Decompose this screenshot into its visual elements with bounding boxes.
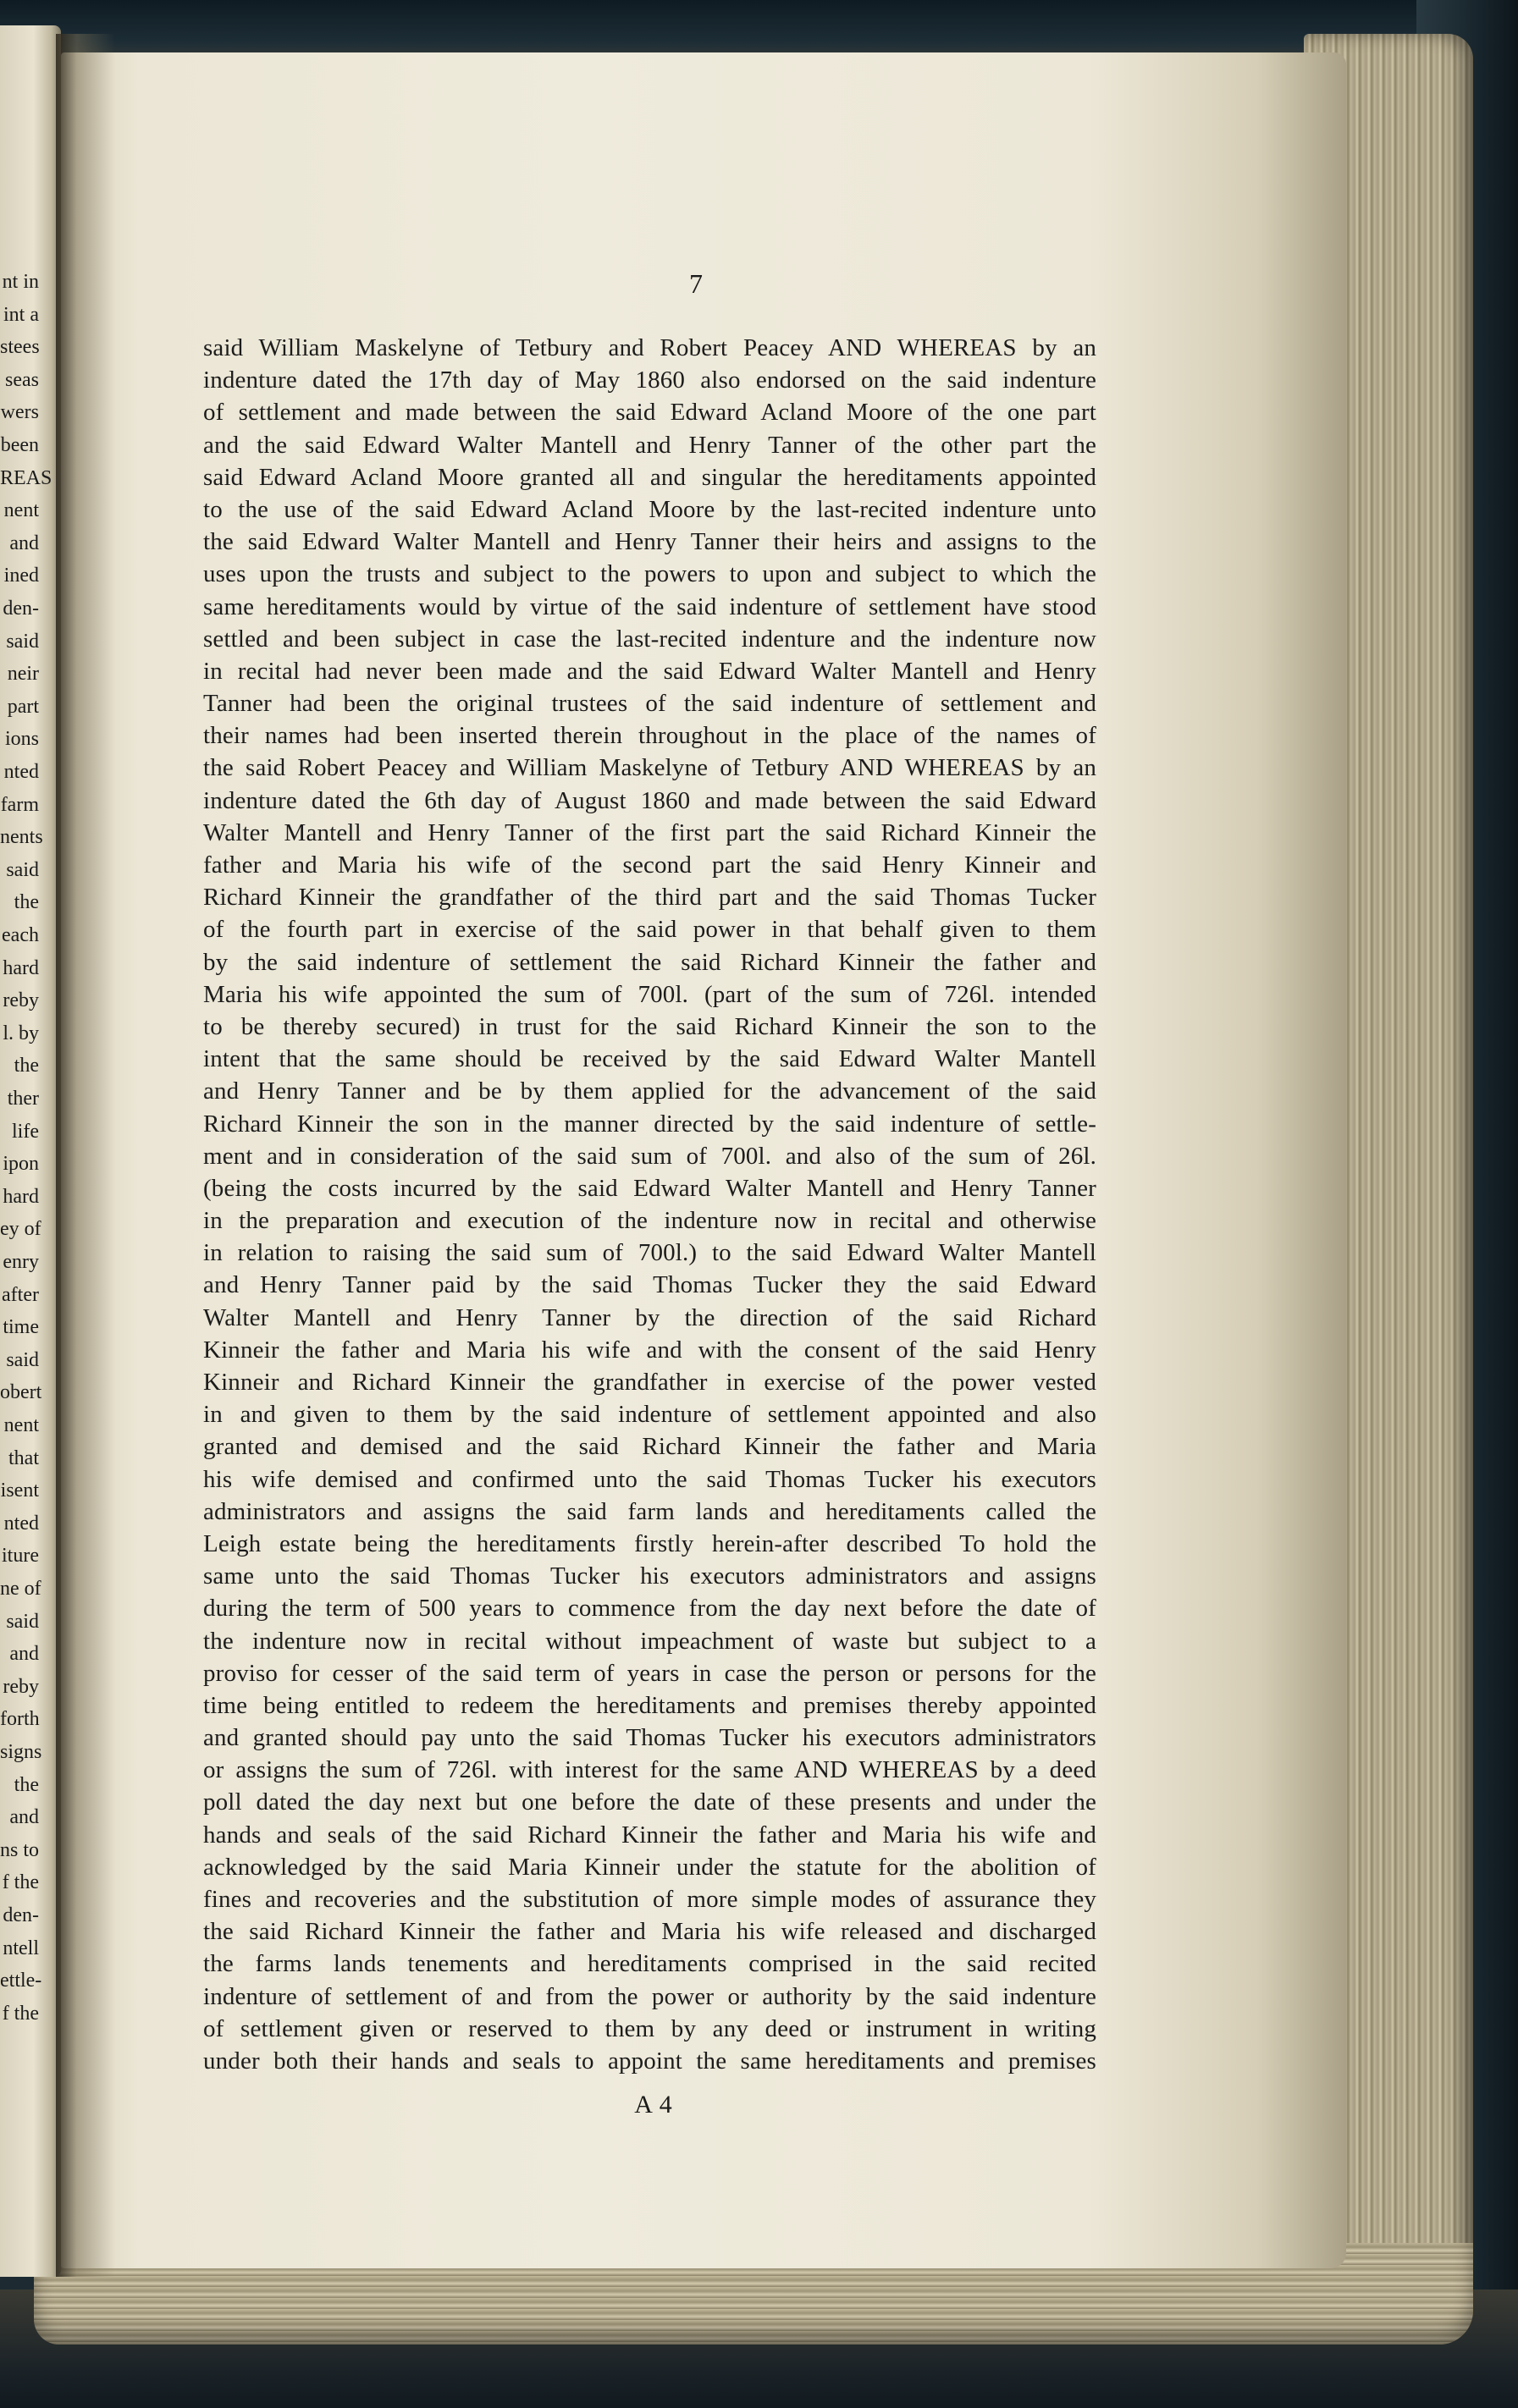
facing-page-text-fragment: said xyxy=(6,1348,39,1371)
text-line: in the preparation and execution of the indenture now in recital and otherwise xyxy=(203,1207,1096,1235)
text-line: Richard Kinneir the grandfather of the third part and the said Thomas Tucker xyxy=(203,884,1096,912)
facing-page-text-fragment: REAS xyxy=(0,466,52,489)
text-line: and Henry Tanner paid by the said Thomas Tucker they the said Edward xyxy=(203,1271,1096,1299)
facing-page-text-fragment: ther xyxy=(7,1088,39,1110)
facing-page-text-fragment: time xyxy=(3,1316,39,1339)
facing-page-text-fragment: the xyxy=(14,891,39,914)
facing-page-text-fragment: l. by xyxy=(3,1022,39,1044)
facing-page-text-fragment: ntell xyxy=(3,1937,39,1959)
text-line: and granted should pay unto the said Thomas Tucker his executors administrators xyxy=(203,1724,1096,1752)
text-line: time being entitled to redeem the hereditaments and premises thereby appointed xyxy=(203,1691,1096,1719)
printer-signature-mark: A 4 xyxy=(634,2091,673,2119)
text-line: poll dated the day next but one before the date of these presents and under the xyxy=(203,1788,1096,1816)
text-line: Walter Mantell and Henry Tanner of the first part the said Richard Kinneir the xyxy=(203,818,1096,846)
facing-page-text-fragment: that xyxy=(8,1446,39,1469)
text-line: indenture dated the 17th day of May 1860 also endorsed on the said indenture xyxy=(203,366,1096,394)
text-line: intent that the same should be received by the said Edward Walter Mantell xyxy=(203,1045,1096,1073)
facing-page-text-fragment: ey of xyxy=(0,1218,41,1241)
facing-page-text-fragment: ne of xyxy=(0,1578,41,1600)
text-line: the said Edward Walter Mantell and Henry Tanner their heirs and assigns to the xyxy=(203,528,1096,556)
facing-page-text-fragment: nent xyxy=(3,1414,39,1436)
facing-page-text-fragment: nted xyxy=(3,761,39,783)
facing-page-text-fragment: den- xyxy=(3,598,39,620)
facing-page-text-fragment: ns to xyxy=(0,1838,40,1861)
text-line: Kinneir the father and Maria his wife and with the consent of the said Henry xyxy=(203,1336,1096,1364)
text-line: of settlement given or reserved to them by any deed or instrument in writing xyxy=(203,2014,1096,2042)
text-line: said Edward Acland Moore granted all and singular the hereditaments appointed xyxy=(203,463,1096,491)
text-line: uses upon the trusts and subject to the powers to upon and subject to which the xyxy=(203,560,1096,588)
facing-page-text-fragment: nted xyxy=(3,1512,39,1535)
facing-page-text-fragment: and xyxy=(9,1806,39,1829)
text-line: the indenture now in recital without impeachment of waste but subject to a xyxy=(203,1627,1096,1655)
text-line: the farms lands tenements and hereditaments comprised in the said recited xyxy=(203,1950,1096,1978)
facing-page-text-fragment: ipon xyxy=(3,1153,39,1176)
facing-page-text-fragment: ined xyxy=(3,565,39,587)
facing-page-text-fragment: seas xyxy=(5,368,39,391)
facing-page-text-fragment: been xyxy=(0,434,39,456)
facing-page-text-fragment: hard xyxy=(3,1185,39,1208)
facing-page-text-fragment: f the xyxy=(2,1871,39,1894)
facing-page-text-fragment: int a xyxy=(3,303,39,326)
gutter-shadow xyxy=(56,34,115,2277)
facing-page-text-fragment: signs xyxy=(0,1741,42,1763)
text-line: settled and been subject in case the last-recited indenture and the indenture now xyxy=(203,625,1096,653)
facing-page-text-fragment: f the xyxy=(2,2002,39,2025)
facing-page-text-fragment: hard xyxy=(3,956,39,979)
book-page xyxy=(61,52,1346,2268)
facing-page-text-fragment: reby xyxy=(3,1675,39,1698)
facing-page xyxy=(0,25,61,2277)
facing-page-text-fragment: nents xyxy=(0,826,43,849)
facing-page-text-fragment: and xyxy=(9,1643,39,1666)
facing-page-text-fragment: said xyxy=(6,858,39,881)
facing-page-text-fragment: farm xyxy=(0,793,39,816)
text-line: Leigh estate being the hereditaments firstly herein-after described To hold the xyxy=(203,1529,1096,1557)
facing-page-text-fragment: wers xyxy=(0,401,39,424)
facing-page-text-fragment: said xyxy=(6,1610,39,1633)
facing-page-text-fragment: each xyxy=(2,924,39,946)
facing-page-text-fragment: enry xyxy=(3,1251,39,1273)
text-line: under both their hands and seals to appoint the same hereditaments and premises xyxy=(203,2047,1096,2075)
facing-page-text-fragment: nt in xyxy=(2,271,39,293)
text-line: hands and seals of the said Richard Kinneir the father and Maria his wife and xyxy=(203,1821,1096,1849)
text-line: said William Maskelyne of Tetbury and Robert Peacey AND WHEREAS by an xyxy=(203,334,1096,361)
facing-page-text-fragment: reby xyxy=(3,989,39,1012)
facing-page-text-fragment: the xyxy=(14,1773,39,1796)
facing-page-text-fragment: after xyxy=(2,1283,39,1306)
text-line: Richard Kinneir the son in the manner directed by the said indenture of settle- xyxy=(203,1110,1096,1138)
facing-page-text-fragment: iture xyxy=(2,1545,39,1568)
text-line: administrators and assigns the said farm lands and hereditaments called the xyxy=(203,1497,1096,1525)
facing-page-text-fragment: said xyxy=(6,630,39,653)
text-line: indenture dated the 6th day of August 1860 and made between the said Edward xyxy=(203,786,1096,814)
text-line: during the term of 500 years to commence from the day next before the date of xyxy=(203,1595,1096,1623)
text-line: or assigns the sum of 726l. with interest for the same AND WHEREAS by a deed xyxy=(203,1756,1096,1784)
text-line: by the said indenture of settlement the said Richard Kinneir the father and xyxy=(203,948,1096,976)
text-line: and Henry Tanner and be by them applied for the advancement of the said xyxy=(203,1077,1096,1105)
facing-page-text-fragment: ions xyxy=(4,728,39,751)
facing-page-text-fragment: obert xyxy=(0,1381,42,1404)
text-line: Walter Mantell and Henry Tanner by the direction of the said Richard xyxy=(203,1303,1096,1331)
facing-page-text-fragment: ettle- xyxy=(0,1970,42,1992)
facing-page-text-fragment: the xyxy=(14,1055,39,1077)
text-line: of the fourth part in exercise of the said power in that behalf given to them xyxy=(203,916,1096,944)
text-line: his wife demised and confirmed unto the said Thomas Tucker his executors xyxy=(203,1465,1096,1493)
text-line: their names had been inserted therein throughout in the place of the names of xyxy=(203,722,1096,750)
facing-page-text-fragment: stees xyxy=(0,336,40,359)
text-line: same hereditaments would by virtue of the said indenture of settlement have stood xyxy=(203,592,1096,620)
text-line: Maria his wife appointed the sum of 700l. (part of the sum of 726l. intended xyxy=(203,980,1096,1008)
text-line: proviso for cesser of the said term of years in case the person or persons for the xyxy=(203,1659,1096,1687)
text-line: and the said Edward Walter Mantell and Henry Tanner of the other part the xyxy=(203,431,1096,459)
facing-page-text-fragment: forth xyxy=(0,1708,40,1731)
text-line: granted and demised and the said Richard Kinneir the father and Maria xyxy=(203,1433,1096,1461)
text-line: the said Richard Kinneir the father and Maria his wife released and discharged xyxy=(203,1918,1096,1946)
page-body-text xyxy=(203,332,1096,2077)
text-line: acknowledged by the said Maria Kinneir under the statute for the abolition of xyxy=(203,1853,1096,1881)
text-line: fines and recoveries and the substitution of more simple modes of assurance they xyxy=(203,1886,1096,1913)
page-number: 7 xyxy=(689,268,703,299)
facing-page-text-fragment: part xyxy=(7,695,39,718)
text-line: to the use of the said Edward Acland Moore by the last-recited indenture unto xyxy=(203,495,1096,523)
text-line: (being the costs incurred by the said Edward Walter Mantell and Henry Tanner xyxy=(203,1174,1096,1202)
facing-page-text-fragment: nent xyxy=(3,499,39,522)
text-line: to be thereby secured) in trust for the said Richard Kinneir the son to the xyxy=(203,1012,1096,1040)
facing-page-text-fragment: life xyxy=(12,1120,39,1143)
text-line: father and Maria his wife of the second part the said Henry Kinneir and xyxy=(203,851,1096,879)
text-line: indenture of settlement of and from the power or authority by the said indenture xyxy=(203,1982,1096,2010)
facing-page-text-fragment: den- xyxy=(3,1904,39,1926)
text-line: in recital had never been made and the said Edward Walter Mantell and Henry xyxy=(203,657,1096,685)
text-line: of settlement and made between the said Edward Acland Moore of the one part xyxy=(203,399,1096,427)
text-line: the said Robert Peacey and William Maskelyne of Tetbury AND WHEREAS by an xyxy=(203,754,1096,782)
text-line: same unto the said Thomas Tucker his executors administrators and assigns xyxy=(203,1562,1096,1590)
text-line: in relation to raising the said sum of 700l.) to the said Edward Walter Mantell xyxy=(203,1239,1096,1267)
text-line: Tanner had been the original trustees of the said indenture of settlement and xyxy=(203,690,1096,718)
facing-page-text-fragment: and xyxy=(9,532,39,554)
text-line: ment and in consideration of the said sum of 700l. and also of the sum of 26l. xyxy=(203,1142,1096,1170)
text-line: in and given to them by the said indenture of settlement appointed and also xyxy=(203,1401,1096,1429)
facing-page-text-fragment: isent xyxy=(0,1480,39,1502)
text-line: Kinneir and Richard Kinneir the grandfather in exercise of the power vested xyxy=(203,1369,1096,1396)
facing-page-text-fragment: neir xyxy=(7,663,39,686)
